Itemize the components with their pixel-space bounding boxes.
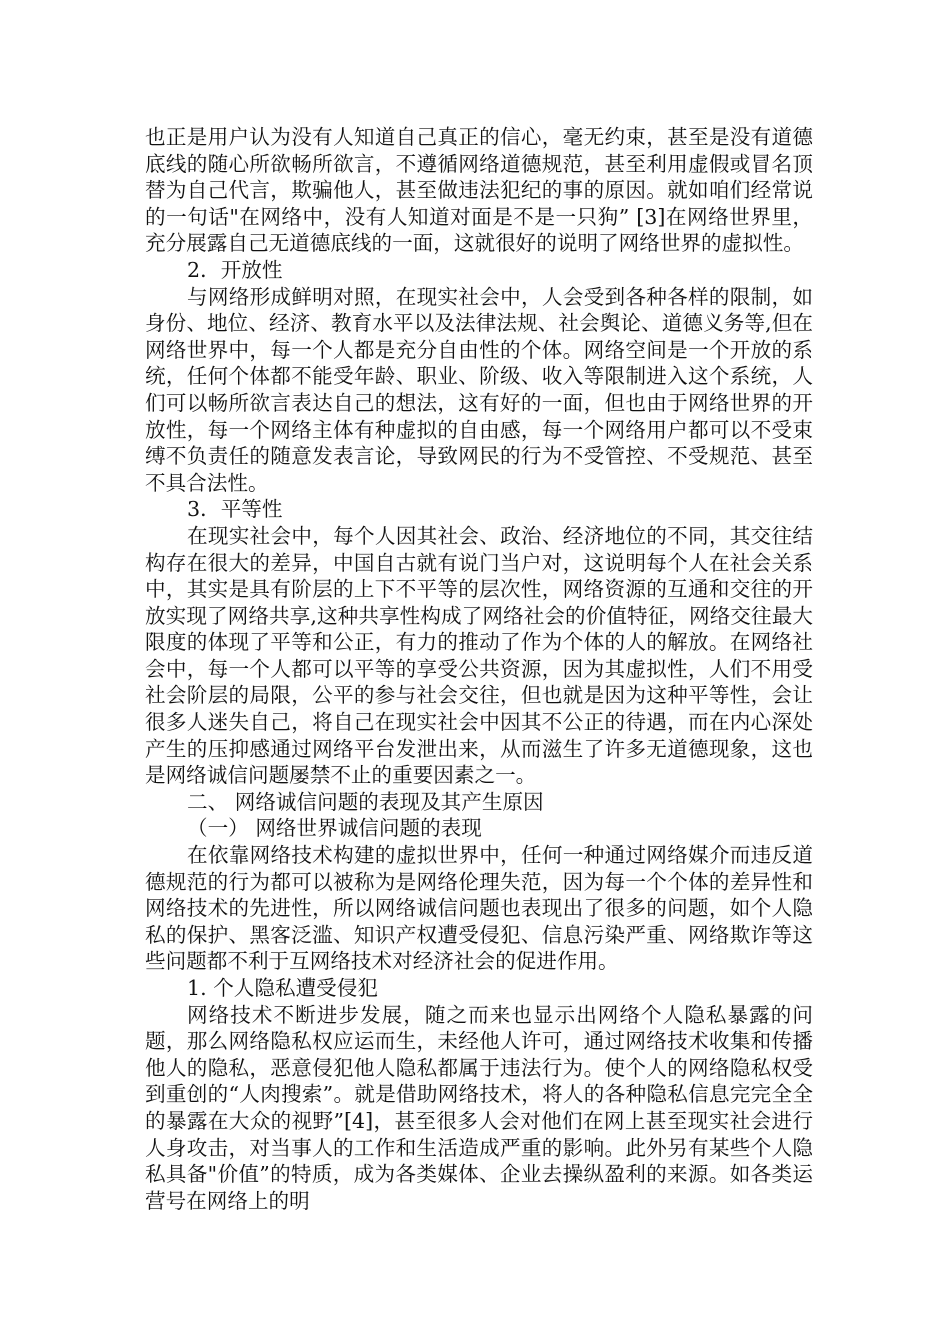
paragraph-virtuality-conclusion: 也正是用户认为没有人知道自己真正的信心，毫无约束，甚至是没有道德底线的随心所欲畅所欲言，不遵循网络道德规范，甚至利用虚假或冒名顶替为自己代言，欺骗他人，甚至做违法犯纪的事的原因。就如咱们经常说的一句话"在网络中，没有人知道对面是不是一只狗” [3]在网络世界里，充分展露自己无道德底线的一面，这就很好的说明了网络世界的虚拟性。 (145, 125, 813, 256)
paragraph-privacy: 网络技术不断进步发展，随之而来也显示出网络个人隐私暴露的问题，那么网络隐私权应运而生，未经他人许可，通过网络技术收集和传播他人的隐私，恶意侵犯他人隐私都属于违法行为。使个人的网络隐私权受到重创的“人肉搜索”。就是借助网络技术，将人的各种隐私信息完完全全的暴露在大众的视野”[4]，甚至很多人会对他们在网上甚至现实社会进行人身攻击，对当事人的工作和生活造成严重的影响。此外另有某些个人隐私具备"价值”的特质，成为各类媒体、企业去操纵盈利的来源。如各类运营号在网络上的明 (145, 1002, 813, 1213)
paragraph-problem-overview: 在依靠网络技术构建的虚拟世界中，任何一种通过网络媒介而违反道德规范的行为都可以被称为是网络伦理失范，因为每一个个体的差异性和网络技术的先进性，所以网络诚信问题也表现出了很多的问题，如个人隐私的保护、黑客泛滥、知识产权遭受侵犯、信息污染严重、网络欺诈等这些问题都不利于互网络技术对经济社会的促进作用。 (145, 843, 813, 974)
paragraph-openness: 与网络形成鲜明对照，在现实社会中，人会受到各种各样的限制，如身份、地位、经济、教育水平以及法律法规、社会舆论、道德义务等,但在网络世界中，每一个人都是充分自由性的个体。网络空间是一个开放的系统，任何个体都不能受年龄、职业、阶级、收入等限制进入这个系统，人们可以畅所欲言表达自己的想法，这有好的一面，但也由于网络世界的开放性，每一个网络主体有种虚拟的自由感，每一个网络用户都可以不受束缚不负责任的随意发表言论，导致网民的行为不受管控、不受规范、甚至不具合法性。 (145, 284, 813, 495)
section-heading-2: 二、 网络诚信问题的表现及其产生原因 (187, 789, 544, 814)
heading-openness: 2．开放性 (187, 257, 283, 282)
subsection-heading-1: （一） 网络世界诚信问题的表现 (187, 816, 482, 841)
heading-equality: 3．平等性 (187, 497, 283, 522)
document-body (145, 124, 813, 1214)
heading-privacy: 1. 个人隐私遭受侵犯 (187, 976, 378, 1000)
paragraph-equality: 在现实社会中，每个人因其社会、政治、经济地位的不同，其交往结构存在很大的差异，中国自古就有说门当户对，这说明每个人在社会关系中，其实是具有阶层的上下不平等的层次性，网络资源的互通和交往的开放实现了网络共享,这种共享性构成了网络社会的价值特征，网络交往最大限度的体现了平等和公正，有力的推动了作为个体的人的解放。在网络社会中，每一个人都可以平等的享受公共资源，因为其虚拟性，人们不用受社会阶层的局限，公平的参与社会交往，但也就是因为这种平等性，会让很多人迷失自己，将自己在现实社会中因其不公正的待遇，而在内心深处产生的压抑感通过网络平台发泄出来，从而滋生了许多无道德现象，这也是网络诚信问题屡禁不止的重要因素之一。 (145, 523, 813, 788)
